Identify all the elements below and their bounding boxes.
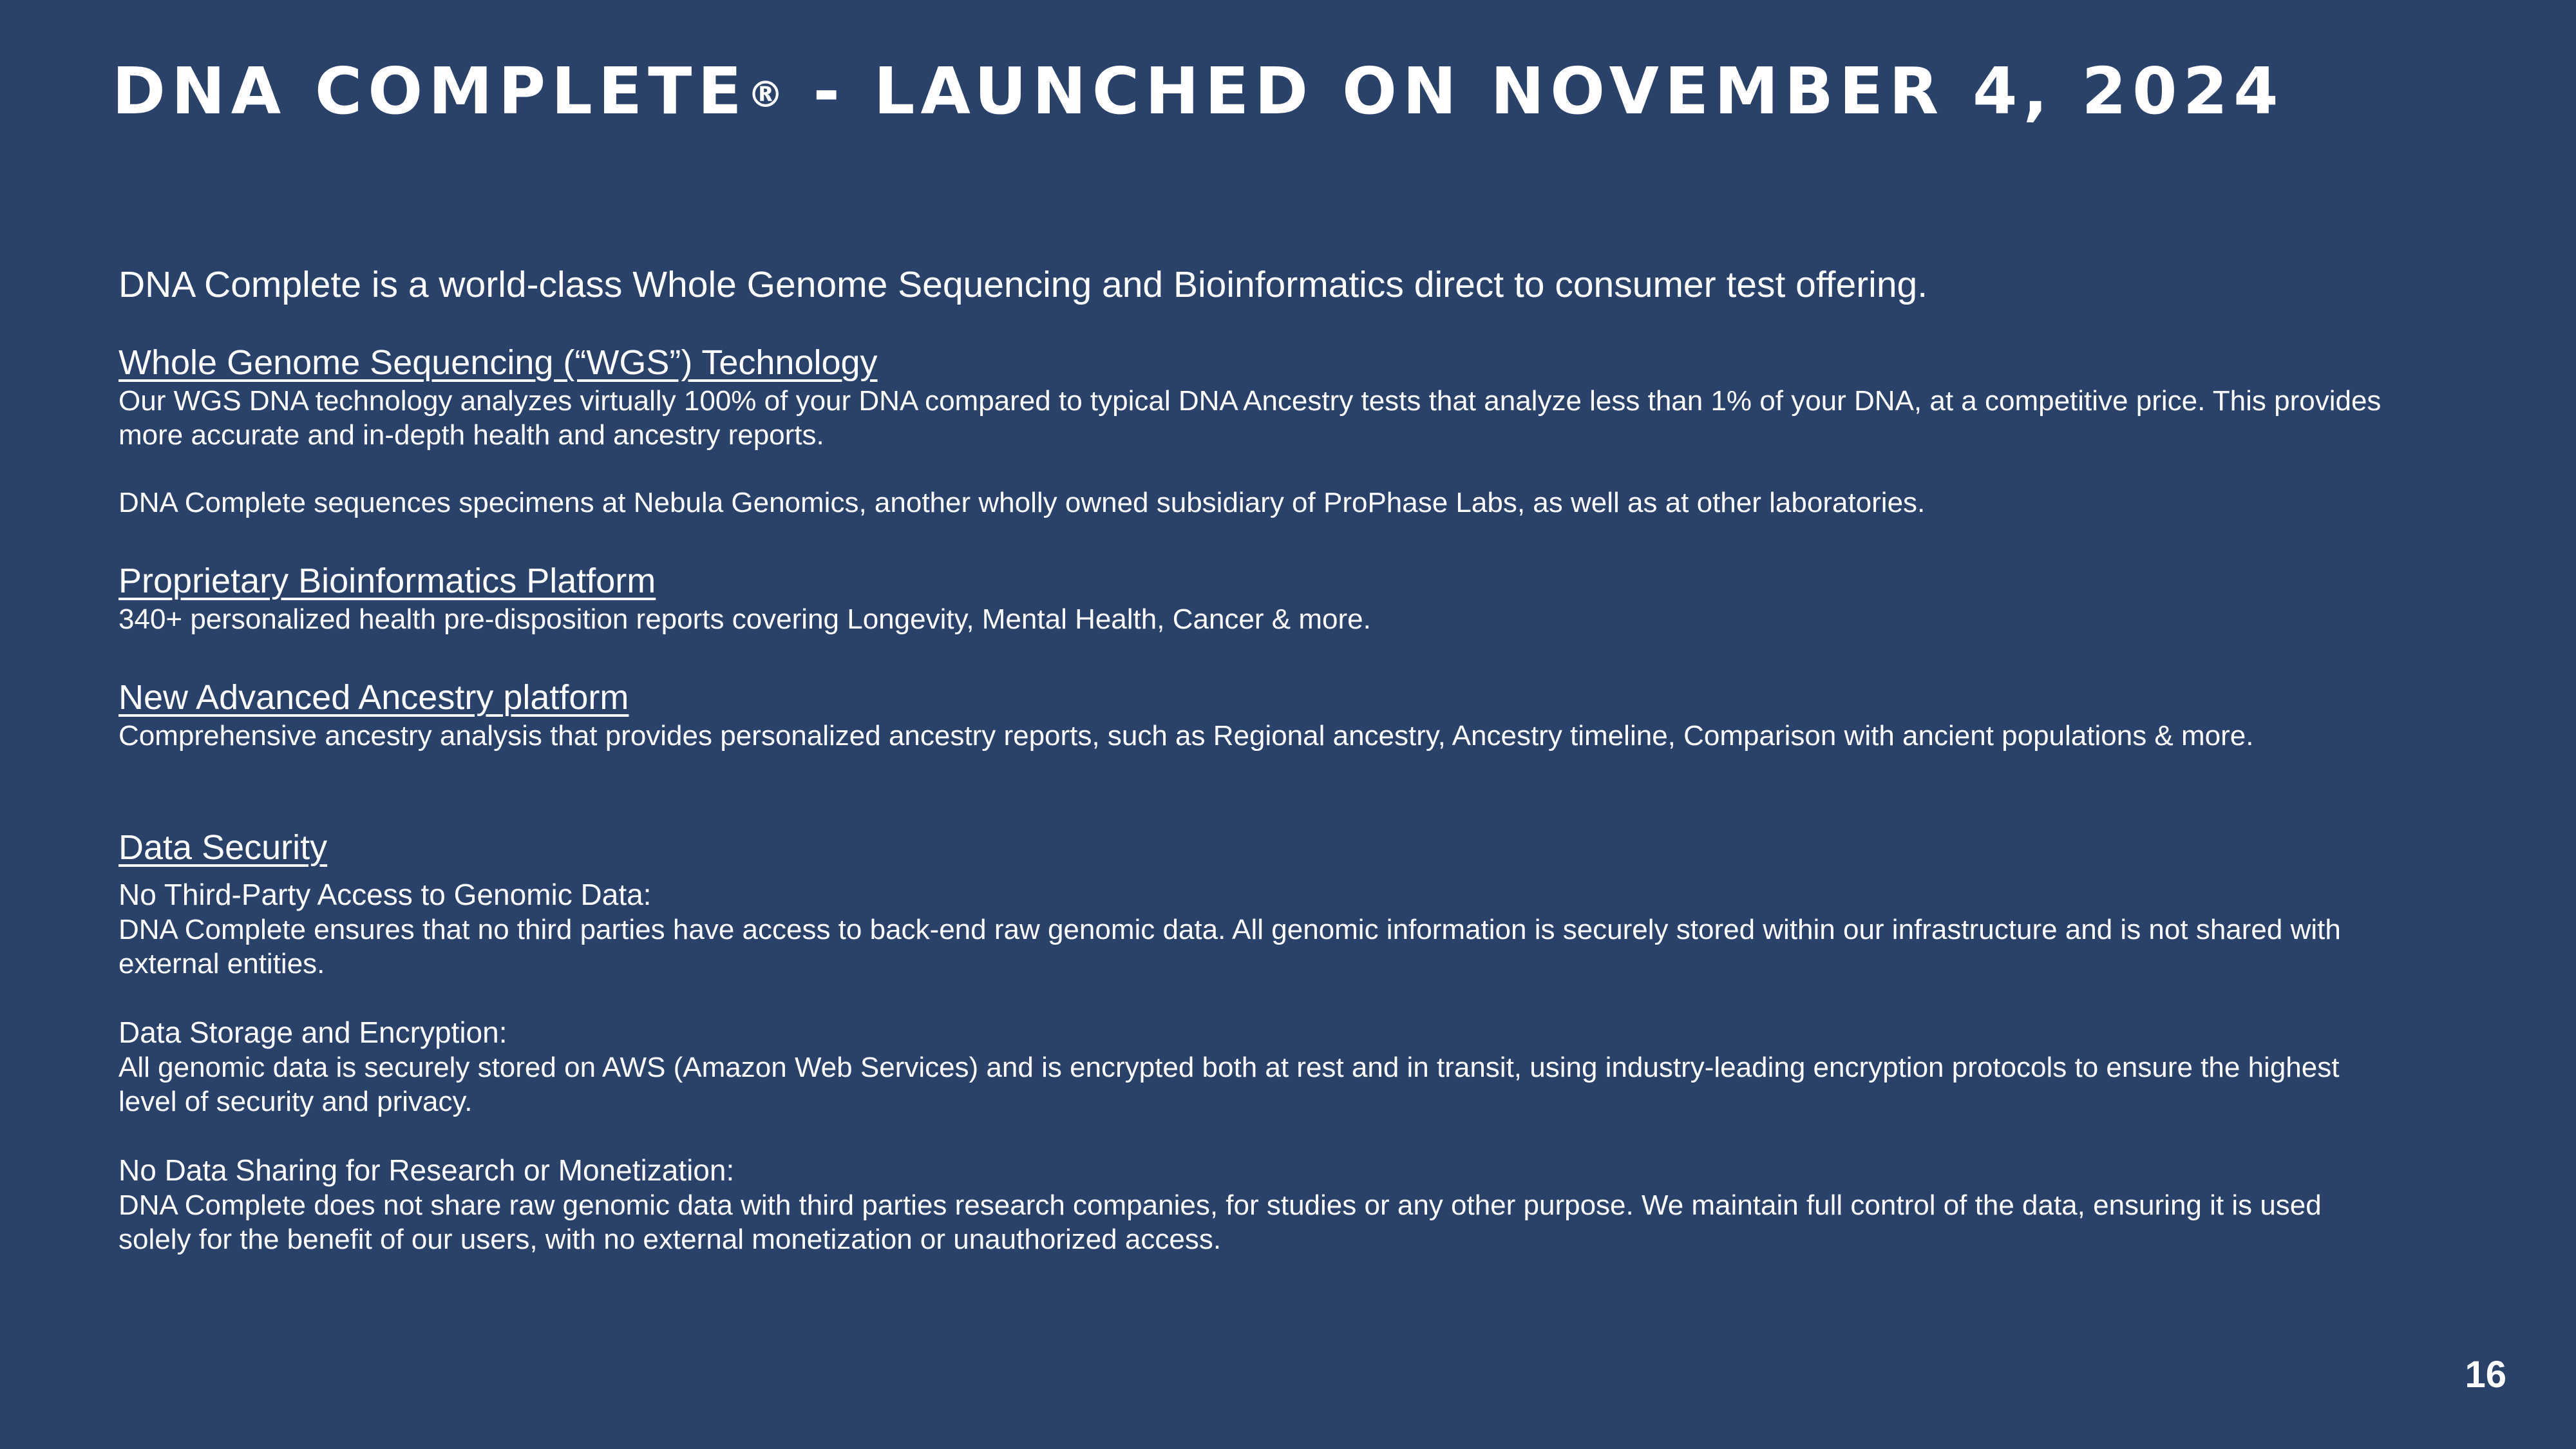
slide-title bbox=[112, 46, 2284, 137]
page-number: 16 bbox=[2465, 1354, 2506, 1396]
security-item-text: DNA Complete ensures that no third parties have access to back-end raw genomic data. All genomic information is securely stored within our infrastructure and is not shared with external entities. bbox=[118, 914, 2341, 980]
slide-title-main: DNA COMPLETE bbox=[112, 53, 748, 129]
security-item-text: All genomic data is securely stored on AWS (Amazon Web Services) and is encrypted both at rest and in transit, using industry-leading encryption protocols to ensure the highest level of security and privacy. bbox=[118, 1052, 2340, 1117]
spacer bbox=[118, 452, 2385, 486]
ancestry-heading: New Advanced Ancestry platform bbox=[118, 678, 629, 717]
intro-text: DNA Complete is a world-class Whole Genome Sequencing and Bioinformatics direct to consumer test offering. bbox=[118, 264, 1928, 305]
spacer bbox=[118, 1119, 2385, 1152]
section-data-security bbox=[118, 826, 2385, 1256]
wgs-paragraph-2: DNA Complete sequences specimens at Nebula Genomics, another wholly owned subsidiary of ProPhase Labs, as well as at other laboratories. bbox=[118, 487, 1926, 518]
ancestry-paragraph: Comprehensive ancestry analysis that provides personalized ancestry reports, such as Regional ancestry, Ancestry timeline, Comparison with ancient populations & more. bbox=[118, 720, 2254, 752]
security-item-label: Data Storage and Encryption: bbox=[118, 1016, 507, 1049]
security-item-text: DNA Complete does not share raw genomic data with third parties research companies, for studies or any other purpose. We maintain full control of the data, ensuring it is used solely for the benefit of our users, with no external monetization or unauthorized access. bbox=[118, 1189, 2322, 1255]
bioinformatics-paragraph: 340+ personalized health pre-disposition reports covering Longevity, Mental Health, Cancer & more. bbox=[118, 603, 1371, 635]
wgs-paragraph-1: Our WGS DNA technology analyzes virtually 100% of your DNA compared to typical DNA Ancestry tests that analyze less than 1% of your DNA, at a competitive price. This provides more accurate and in-depth health and ancestry reports. bbox=[118, 385, 2382, 451]
section-ancestry bbox=[118, 676, 2385, 753]
spacer bbox=[118, 981, 2385, 1014]
slide-content bbox=[118, 258, 2385, 1256]
section-wgs bbox=[118, 341, 2385, 520]
security-item-label: No Third-Party Access to Genomic Data: bbox=[118, 878, 652, 911]
wgs-heading: Whole Genome Sequencing (“WGS”) Technology bbox=[118, 343, 878, 382]
registered-mark: ® bbox=[747, 74, 785, 116]
slide-title-rest: - LAUNCHED ON NOVEMBER 4, 2024 bbox=[784, 53, 2284, 129]
spacer bbox=[118, 753, 2385, 826]
spacer bbox=[118, 636, 2385, 676]
section-bioinformatics bbox=[118, 560, 2385, 636]
data-security-heading: Data Security bbox=[118, 828, 328, 867]
security-item-label: No Data Sharing for Research or Monetization: bbox=[118, 1153, 735, 1187]
bioinformatics-heading: Proprietary Bioinformatics Platform bbox=[118, 562, 656, 600]
spacer bbox=[118, 520, 2385, 560]
